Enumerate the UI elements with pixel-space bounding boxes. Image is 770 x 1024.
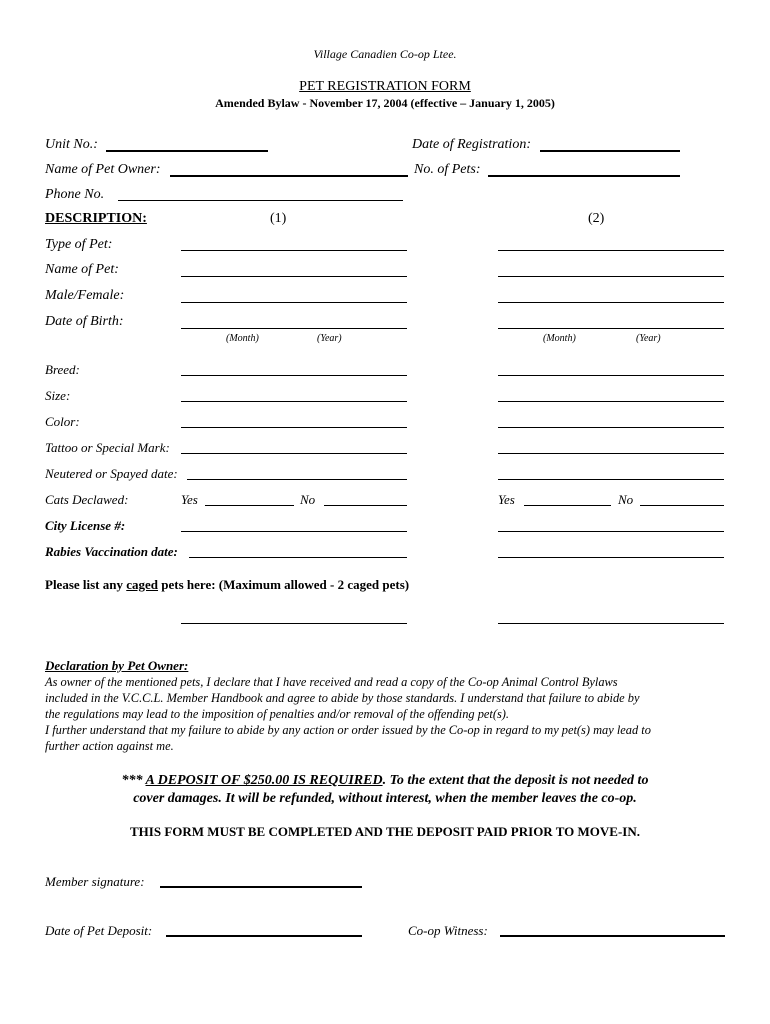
- witness-field[interactable]: [500, 935, 725, 937]
- unit-field[interactable]: [106, 150, 268, 152]
- dob-month-hint-2: (Month): [543, 333, 576, 344]
- declawed-yes-label-1: Yes: [181, 492, 198, 507]
- phone-field[interactable]: [118, 200, 403, 201]
- declawed-no-label-1: No: [300, 492, 316, 507]
- license-field-1[interactable]: [181, 531, 407, 532]
- declawed-no-label-2: No: [618, 492, 634, 507]
- description-heading: DESCRIPTION:: [45, 211, 147, 226]
- deposit-date-field[interactable]: [166, 935, 362, 937]
- deposit-date-label: Date of Pet Deposit:: [45, 923, 153, 938]
- license-label: City License #:: [45, 518, 126, 533]
- color-label: Color:: [45, 414, 80, 429]
- declaration-line-4: I further understand that my failure to abide by any action or order issued by the Co-op in regard to my pet(s) may lead to: [45, 723, 651, 737]
- declawed-yes-field-2[interactable]: [524, 505, 611, 506]
- declawed-yes-field-1[interactable]: [205, 505, 294, 506]
- phone-label: Phone No.: [45, 187, 105, 202]
- tattoo-field-2[interactable]: [498, 453, 724, 454]
- caged-pet-field-2[interactable]: [498, 623, 724, 624]
- type-field-1[interactable]: [181, 250, 407, 251]
- license-field-2[interactable]: [498, 531, 724, 532]
- rabies-field-1[interactable]: [189, 557, 407, 558]
- declawed-no-field-2[interactable]: [640, 505, 724, 506]
- deposit-amount: A DEPOSIT OF $250.00 IS REQUIRED: [145, 773, 383, 788]
- deposit-notice-line-1: [0, 773, 770, 789]
- form-subtitle: Amended Bylaw - November 17, 2004 (effective – January 1, 2005): [215, 96, 555, 110]
- member-signature-label: Member signature:: [45, 874, 145, 889]
- caged-pets-instruction: [45, 577, 409, 593]
- tattoo-field-1[interactable]: [181, 453, 407, 454]
- sex-label: Male/Female:: [45, 288, 125, 303]
- unit-label: Unit No.:: [45, 137, 98, 152]
- num-pets-field[interactable]: [488, 175, 680, 177]
- num-pets-label: No. of Pets:: [414, 162, 481, 177]
- sex-field-2[interactable]: [498, 302, 724, 303]
- owner-name-field[interactable]: [170, 175, 408, 177]
- declaration-heading: Declaration by Pet Owner:: [45, 658, 189, 673]
- pet-name-field-1[interactable]: [181, 276, 407, 277]
- dob-field-1[interactable]: [181, 328, 407, 329]
- completion-notice: THIS FORM MUST BE COMPLETED AND THE DEPOSIT PAID PRIOR TO MOVE-IN.: [130, 824, 640, 839]
- size-label: Size:: [45, 388, 71, 403]
- dob-field-2[interactable]: [498, 328, 724, 329]
- breed-field-1[interactable]: [181, 375, 407, 376]
- breed-label: Breed:: [45, 362, 80, 377]
- declaration-line-3: the regulations may lead to the imposition of penalties and/or removal of the offending pet(s).: [45, 707, 510, 721]
- declaration-line-5: further action against me.: [45, 739, 174, 753]
- color-field-2[interactable]: [498, 427, 724, 428]
- type-label: Type of Pet:: [45, 237, 113, 252]
- type-field-2[interactable]: [498, 250, 724, 251]
- dob-year-hint-1: (Year): [317, 333, 342, 344]
- form-title: [0, 79, 770, 95]
- sex-field-1[interactable]: [181, 302, 407, 303]
- dob-year-hint-2: (Year): [636, 333, 661, 344]
- date-registration-field[interactable]: [540, 150, 680, 152]
- dob-label: Date of Birth:: [45, 314, 124, 329]
- color-field-1[interactable]: [181, 427, 407, 428]
- form-title-text: PET REGISTRATION FORM: [299, 79, 471, 94]
- neutered-label: Neutered or Spayed date:: [45, 466, 178, 481]
- pet-name-field-2[interactable]: [498, 276, 724, 277]
- declaration-text: [45, 674, 735, 754]
- date-registration-label: Date of Registration:: [412, 137, 531, 152]
- declawed-no-field-1[interactable]: [324, 505, 407, 506]
- rabies-field-2[interactable]: [498, 557, 724, 558]
- column-1-label: (1): [270, 211, 287, 226]
- declaration-line-2: included in the V.C.C.L. Member Handbook and agree to abide by those standards. I understand that failure to abide by: [45, 691, 640, 705]
- caged-prefix: Please list any: [45, 577, 127, 592]
- rabies-label: Rabies Vaccination date:: [45, 544, 178, 559]
- neutered-field-1[interactable]: [187, 479, 407, 480]
- dob-month-hint-1: (Month): [226, 333, 259, 344]
- deposit-notice-line-2: cover damages. It will be refunded, without interest, when the member leaves the co-op.: [133, 791, 637, 806]
- org-name: Village Canadien Co-op Ltee.: [313, 47, 457, 61]
- caged-suffix: pets here: (Maximum allowed - 2 caged pets): [158, 577, 410, 592]
- tattoo-label: Tattoo or Special Mark:: [45, 440, 170, 455]
- declaration-line-1: As owner of the mentioned pets, I declare that I have received and read a copy of the Co-op Animal Control Bylaws: [45, 675, 618, 689]
- size-field-1[interactable]: [181, 401, 407, 402]
- breed-field-2[interactable]: [498, 375, 724, 376]
- column-2-label: (2): [588, 211, 605, 226]
- neutered-field-2[interactable]: [498, 479, 724, 480]
- pet-name-label: Name of Pet:: [45, 262, 119, 277]
- declawed-yes-label-2: Yes: [498, 492, 515, 507]
- owner-name-label: Name of Pet Owner:: [45, 162, 161, 177]
- deposit-stars: ***: [121, 773, 146, 788]
- caged-pet-field-1[interactable]: [181, 623, 407, 624]
- witness-label: Co-op Witness:: [408, 923, 488, 938]
- size-field-2[interactable]: [498, 401, 724, 402]
- deposit-rest: . To the extent that the deposit is not needed to: [382, 773, 649, 788]
- declawed-label: Cats Declawed:: [45, 492, 129, 507]
- member-signature-field[interactable]: [160, 886, 362, 888]
- caged-underlined: caged: [126, 577, 159, 592]
